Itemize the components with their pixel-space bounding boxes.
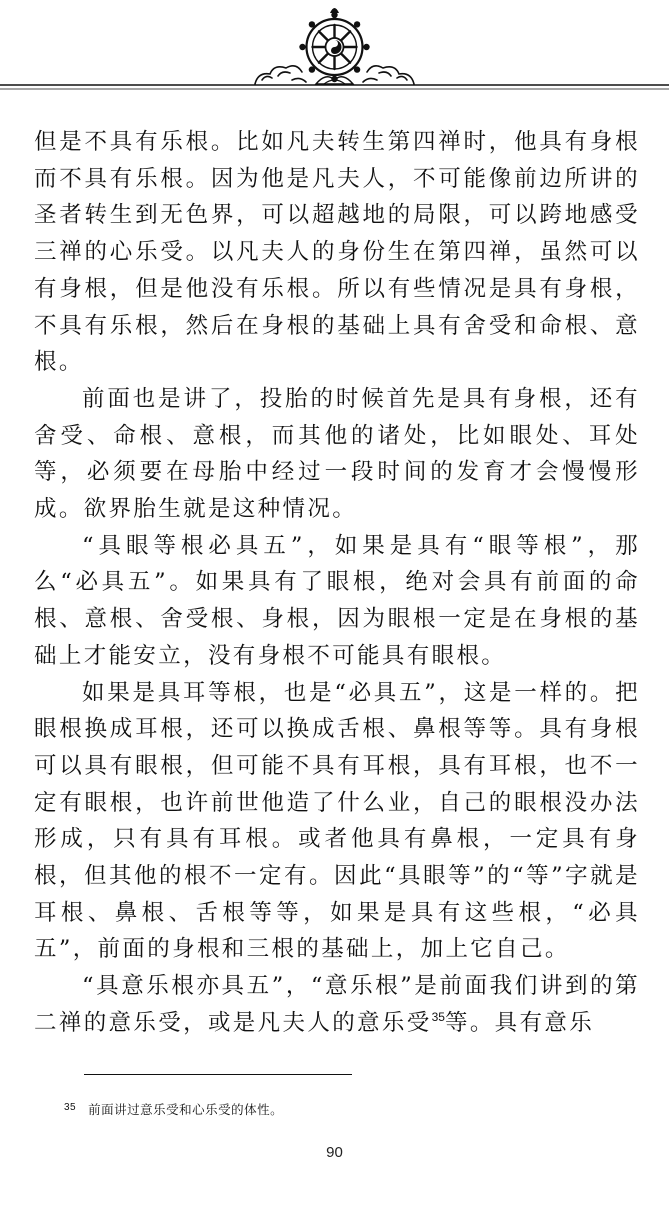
footnote-divider <box>84 1074 352 1075</box>
paragraph-4: 如果是具耳等根，也是“必具五”，这是一样的。把眼根换成耳根，还可以换成舌根、鼻根等等。具有身根可以具有眼根，但可能不具有耳根，具有耳根，也不一定有眼根，也许前世他造了什么业，自己的眼根没办法形成，只有具有耳根。或者他具有鼻根，一定具有身根，但其他的根不一定有。因此“具眼等”的“等”字就是耳根、鼻根、舌根等等，如果是具有这些根，“必具五”，前面的身根和三根的基础上，加上它自己。 <box>34 679 640 963</box>
footnote <box>64 1100 283 1118</box>
footnote-text: 前面讲过意乐受和心乐受的体性。 <box>88 1102 284 1117</box>
paragraph-1: 但是不具有乐根。比如凡夫转生第四禅时，他具有身根而不具有乐根。因为他是凡夫人，不可能像前边所讲的圣者转生到无色界，可以超越地的局限，可以跨地感受三禅的心乐受。以凡夫人的身份生在第四禅，虽然可以有身根，但是他没有乐根。所以有些情况是具有身根，不具有乐根，然后在身根的基础上具有舍受和命根、意根。 <box>34 129 640 376</box>
paragraph-3: “具眼等根必具五”，如果是具有“眼等根”，那么“必具五”。如果具有了眼根，绝对会具有前面的命根、意根、舍受根、身根，因为眼根一定是在身根的基础上才能安立，没有身根不可能具有眼根。 <box>34 532 640 669</box>
footnote-number: 35 <box>64 1102 77 1113</box>
paragraph-5 <box>34 968 640 1041</box>
footnote-reference[interactable]: 35 <box>431 1009 445 1024</box>
page-number: 90 <box>326 1144 343 1161</box>
paragraph-5-text-continued: 等。具有意乐 <box>444 1009 595 1036</box>
dharma-wheel-icon <box>0 0 669 100</box>
paragraph-5-text: “具意乐根亦具五”，“意乐根”是前面我们讲到的第二禅的意乐受，或是凡夫人的意乐受 <box>34 973 640 1036</box>
main-text <box>34 124 640 1042</box>
paragraph-2: 前面也是讲了，投胎的时候首先是具有身根，还有舍受、命根、意根，而其他的诸处，比如眼处、耳处等，必须要在母胎中经过一段时间的发育才会慢慢形成。欲界胎生就是这种情况。 <box>34 385 640 523</box>
page-header <box>0 0 669 100</box>
